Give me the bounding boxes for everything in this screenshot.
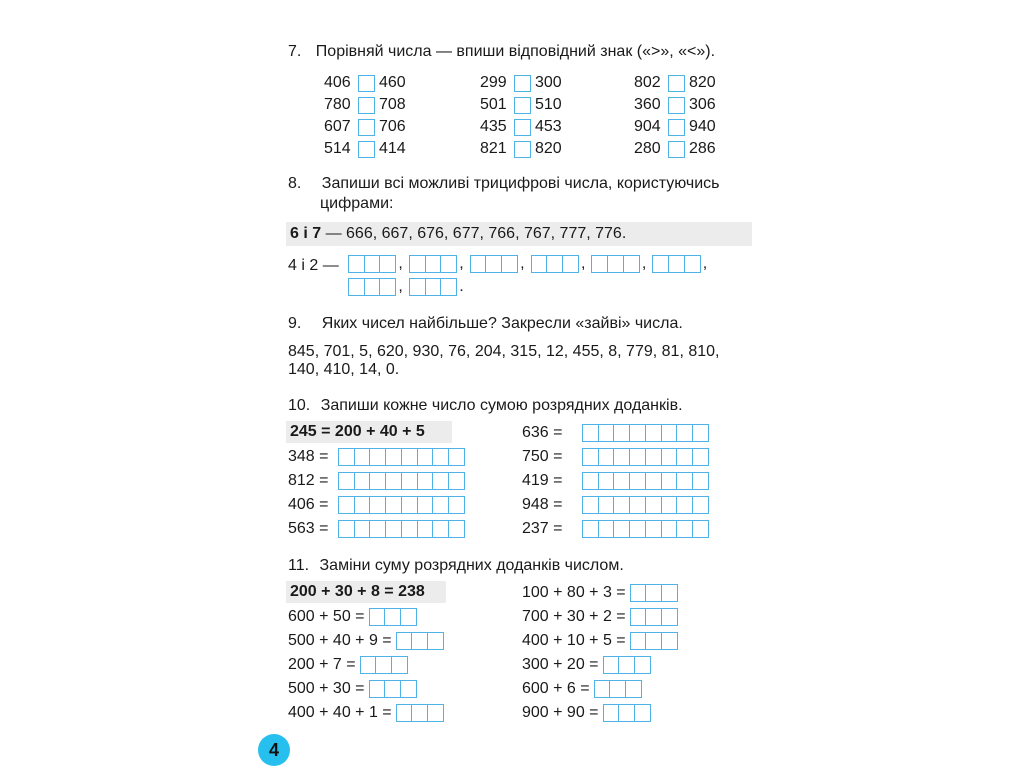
task-9-numbers-line-2: 140, 410, 14, 0. — [288, 361, 400, 378]
answer-cells[interactable] — [582, 496, 709, 514]
equation-label: 700 + 30 + 2 = — [522, 608, 626, 625]
task-8-example — [286, 222, 752, 246]
answer-cell[interactable] — [630, 584, 647, 602]
sign-box[interactable] — [668, 119, 685, 136]
answer-cells[interactable] — [582, 448, 709, 466]
answer-cell[interactable] — [432, 472, 449, 490]
left-number: 435 — [480, 118, 507, 135]
answer-cell[interactable] — [369, 472, 386, 490]
answer-cell[interactable] — [582, 496, 599, 514]
equation-label: 200 + 7 = — [288, 656, 356, 673]
right-number: 460 — [379, 74, 406, 91]
equation-row — [288, 605, 444, 629]
answer-cell[interactable] — [375, 656, 392, 674]
page-number-badge — [258, 734, 290, 766]
answer-cell[interactable] — [417, 520, 434, 538]
left-number: 780 — [324, 96, 351, 113]
answer-cell[interactable] — [630, 608, 647, 626]
answer-cell[interactable] — [485, 255, 502, 273]
answer-cell[interactable] — [546, 255, 563, 273]
task-8-prompt: 4 і 2 — — [288, 257, 339, 274]
answer-cell[interactable] — [354, 448, 371, 466]
answer-cell[interactable] — [448, 472, 465, 490]
task-11-title — [288, 556, 624, 576]
equation-label: 400 + 10 + 5 = — [522, 632, 626, 649]
answer-cell[interactable] — [676, 448, 693, 466]
equation-row — [522, 581, 678, 605]
sign-box[interactable] — [668, 97, 685, 114]
answer-cell[interactable] — [661, 448, 678, 466]
equation-row — [288, 701, 444, 725]
answer-cell[interactable] — [652, 255, 669, 273]
task-text: Яких чисел найбільше? Закресли «зайві» числа. — [321, 315, 683, 332]
task-text: Заміни суму розрядних доданків числом. — [319, 557, 624, 574]
answer-cell[interactable] — [369, 680, 386, 698]
answer-cells[interactable] — [630, 608, 678, 626]
equation-label: 948 = — [522, 496, 563, 513]
equation-row — [288, 629, 444, 653]
right-number: 300 — [535, 74, 562, 91]
answer-cells[interactable] — [630, 584, 678, 602]
answer-cells[interactable] — [591, 255, 639, 273]
comma: , — [459, 255, 464, 272]
equation-row — [288, 493, 465, 517]
answer-cell[interactable] — [661, 632, 678, 650]
answer-cell[interactable] — [661, 424, 678, 442]
answer-cells[interactable] — [582, 472, 709, 490]
answer-cell[interactable] — [531, 255, 548, 273]
right-number: 940 — [689, 118, 716, 135]
task-number: 10. — [288, 397, 311, 414]
equation-label: 500 + 30 = — [288, 680, 365, 697]
answer-cell[interactable] — [645, 520, 662, 538]
equation-label: 406 = — [288, 496, 329, 513]
equation-label: 237 = — [522, 520, 563, 537]
answer-cell[interactable] — [396, 632, 413, 650]
answer-cell[interactable] — [676, 472, 693, 490]
answer-cell[interactable] — [401, 496, 418, 514]
comparison-row — [324, 72, 406, 94]
equation-row — [522, 517, 709, 541]
answer-cell[interactable] — [396, 704, 413, 722]
answer-cell[interactable] — [385, 472, 402, 490]
answer-cell[interactable] — [629, 424, 646, 442]
task-8-title — [288, 174, 720, 194]
task-11-left-column — [288, 605, 444, 725]
left-number: 360 — [634, 96, 661, 113]
answer-cells[interactable] — [338, 448, 465, 466]
answer-cell[interactable] — [645, 448, 662, 466]
answer-cell[interactable] — [613, 448, 630, 466]
sign-box[interactable] — [358, 141, 375, 158]
answer-cell[interactable] — [603, 656, 620, 674]
example-bold: 6 і 7 — [290, 225, 322, 242]
left-number: 514 — [324, 140, 351, 157]
answer-cell[interactable] — [400, 608, 417, 626]
answer-cell[interactable] — [634, 656, 651, 674]
answer-cell[interactable] — [613, 520, 630, 538]
equation-label: 563 = — [288, 520, 329, 537]
answer-cells[interactable] — [360, 656, 408, 674]
equation-row — [522, 629, 678, 653]
answer-cell[interactable] — [661, 472, 678, 490]
answer-cell[interactable] — [676, 520, 693, 538]
answer-cell[interactable] — [354, 520, 371, 538]
comparison-row — [324, 138, 406, 160]
answer-cell[interactable] — [432, 496, 449, 514]
task-11-right-column — [522, 581, 678, 725]
equation-label: 600 + 6 = — [522, 680, 590, 697]
task-number: 7. — [288, 43, 302, 60]
left-number: 904 — [634, 118, 661, 135]
answer-cells[interactable] — [338, 496, 465, 514]
answer-cell[interactable] — [440, 278, 457, 296]
answer-cells[interactable] — [338, 520, 465, 538]
answer-cells[interactable] — [369, 608, 417, 626]
answer-cell[interactable] — [354, 472, 371, 490]
answer-cells[interactable] — [531, 255, 579, 273]
answer-cells[interactable] — [603, 656, 651, 674]
answer-cell[interactable] — [360, 656, 377, 674]
answer-cells[interactable] — [603, 704, 651, 722]
equation-row — [522, 701, 678, 725]
answer-cells[interactable] — [348, 278, 396, 296]
comma: , — [398, 278, 403, 295]
equation-label: 500 + 40 + 9 = — [288, 632, 392, 649]
task-9-numbers-line-1: 845, 701, 5, 620, 930, 76, 204, 315, 12, 455, 8, 779, 81, 810, — [288, 343, 720, 360]
answer-cell[interactable] — [645, 424, 662, 442]
answer-cell[interactable] — [448, 496, 465, 514]
answer-cell[interactable] — [411, 632, 428, 650]
answer-cell[interactable] — [385, 520, 402, 538]
comma: , — [398, 255, 403, 272]
sign-box[interactable] — [358, 97, 375, 114]
answer-cell[interactable] — [348, 278, 365, 296]
answer-cell[interactable] — [379, 255, 396, 273]
right-number: 706 — [379, 118, 406, 135]
answer-cell[interactable] — [432, 520, 449, 538]
answer-cell[interactable] — [598, 424, 615, 442]
answer-cell[interactable] — [582, 448, 599, 466]
answer-cells[interactable] — [348, 255, 396, 273]
answer-cell[interactable] — [618, 704, 635, 722]
answer-cell[interactable] — [411, 704, 428, 722]
left-number: 299 — [480, 74, 507, 91]
answer-cell[interactable] — [385, 496, 402, 514]
task-number: 9. — [288, 315, 302, 332]
answer-cell[interactable] — [440, 255, 457, 273]
right-number: 286 — [689, 140, 716, 157]
answer-cells[interactable] — [582, 520, 709, 538]
answer-cell[interactable] — [417, 472, 434, 490]
equation-row — [522, 469, 709, 493]
answer-cell[interactable] — [425, 278, 442, 296]
punctuation: , — [702, 255, 708, 272]
equation-row — [288, 677, 444, 701]
sign-box[interactable] — [668, 75, 685, 92]
equation-row — [522, 653, 678, 677]
answer-cell[interactable] — [425, 255, 442, 273]
answer-cell[interactable] — [384, 680, 401, 698]
answer-cell[interactable] — [594, 680, 611, 698]
equation-row — [522, 445, 709, 469]
answer-cell[interactable] — [692, 520, 709, 538]
answer-cell[interactable] — [401, 520, 418, 538]
answer-cells[interactable] — [652, 255, 700, 273]
equation-label: 100 + 80 + 3 = — [522, 584, 626, 601]
comparison-row — [480, 72, 562, 94]
left-number: 607 — [324, 118, 351, 135]
equation-label: 900 + 90 = — [522, 704, 599, 721]
answer-cell[interactable] — [668, 255, 685, 273]
left-number: 406 — [324, 74, 351, 91]
answer-cells[interactable] — [409, 278, 457, 296]
answer-cell[interactable] — [417, 448, 434, 466]
answer-cell[interactable] — [338, 520, 355, 538]
answer-cell[interactable] — [354, 496, 371, 514]
right-number: 708 — [379, 96, 406, 113]
answer-cell[interactable] — [645, 472, 662, 490]
comparison-row — [634, 138, 716, 160]
sign-box[interactable] — [514, 75, 531, 92]
answer-cell[interactable] — [385, 448, 402, 466]
equation-row — [288, 469, 465, 493]
answer-cell[interactable] — [603, 704, 620, 722]
answer-cell[interactable] — [582, 520, 599, 538]
answer-cell[interactable] — [634, 704, 651, 722]
answer-cell[interactable] — [598, 520, 615, 538]
answer-cell[interactable] — [645, 584, 662, 602]
sign-box[interactable] — [358, 119, 375, 136]
answer-cell[interactable] — [369, 520, 386, 538]
answer-cell[interactable] — [338, 496, 355, 514]
equation-label: 348 = — [288, 448, 329, 465]
answer-cell[interactable] — [448, 520, 465, 538]
task-text: Запиши кожне число сумою розрядних доданків. — [320, 397, 683, 414]
comparison-row — [480, 94, 562, 116]
equation-label: 636 = — [522, 424, 563, 441]
answer-cell[interactable] — [591, 255, 608, 273]
answer-cell[interactable] — [364, 255, 381, 273]
answer-cell[interactable] — [629, 448, 646, 466]
answer-cell[interactable] — [613, 472, 630, 490]
answer-cell[interactable] — [692, 424, 709, 442]
answer-cell[interactable] — [369, 448, 386, 466]
answer-cell[interactable] — [630, 632, 647, 650]
answer-cell[interactable] — [629, 520, 646, 538]
task-11-example: 200 + 30 + 8 = 238 — [286, 581, 446, 603]
answer-cell[interactable] — [598, 472, 615, 490]
task-8-answer-row-2 — [348, 277, 470, 297]
answer-cell[interactable] — [645, 632, 662, 650]
equation-label: 750 = — [522, 448, 563, 465]
sign-box[interactable] — [514, 97, 531, 114]
right-number: 453 — [535, 118, 562, 135]
answer-cells[interactable] — [582, 424, 709, 442]
sign-box[interactable] — [358, 75, 375, 92]
answer-cell[interactable] — [448, 448, 465, 466]
equation-row — [288, 653, 444, 677]
answer-cell[interactable] — [598, 496, 615, 514]
answer-cell[interactable] — [607, 255, 624, 273]
answer-cell[interactable] — [409, 278, 426, 296]
answer-cell[interactable] — [661, 520, 678, 538]
task-10-example: 245 = 200 + 40 + 5 — [286, 421, 452, 443]
equation-row — [522, 677, 678, 701]
comparison-row — [634, 72, 716, 94]
answer-cell[interactable] — [401, 472, 418, 490]
left-number: 821 — [480, 140, 507, 157]
equation-row — [522, 605, 678, 629]
example-rest: — 666, 667, 676, 677, 766, 767, 777, 776. — [321, 225, 627, 242]
answer-cell[interactable] — [692, 472, 709, 490]
answer-cell[interactable] — [582, 472, 599, 490]
equation-row — [288, 445, 465, 469]
answer-cell[interactable] — [409, 255, 426, 273]
answer-cell[interactable] — [417, 496, 434, 514]
answer-cell[interactable] — [661, 608, 678, 626]
answer-cell[interactable] — [692, 448, 709, 466]
answer-cell[interactable] — [684, 255, 701, 273]
answer-cell[interactable] — [369, 608, 386, 626]
task-7-title — [288, 42, 715, 62]
comma: , — [580, 255, 586, 272]
comma: , — [520, 255, 525, 272]
punctuation: . — [459, 278, 464, 295]
answer-cell[interactable] — [562, 255, 579, 273]
answer-cell[interactable] — [470, 255, 487, 273]
comparison-row — [634, 116, 716, 138]
answer-cells[interactable] — [630, 632, 678, 650]
answer-cell[interactable] — [676, 496, 693, 514]
task-10-right-column — [522, 421, 709, 541]
task-10-left-column — [288, 445, 465, 541]
answer-cell[interactable] — [661, 496, 678, 514]
right-number: 306 — [689, 96, 716, 113]
answer-cell[interactable] — [618, 656, 635, 674]
answer-cell[interactable] — [676, 424, 693, 442]
answer-cells[interactable] — [338, 472, 465, 490]
equation-label: 400 + 40 + 1 = — [288, 704, 392, 721]
answer-cell[interactable] — [338, 472, 355, 490]
answer-cells[interactable] — [396, 632, 444, 650]
answer-cells[interactable] — [396, 704, 444, 722]
left-number: 280 — [634, 140, 661, 157]
answer-cell[interactable] — [613, 424, 630, 442]
answer-cell[interactable] — [391, 656, 408, 674]
page-number: 4 — [268, 739, 279, 760]
right-number: 820 — [535, 140, 562, 157]
answer-cell[interactable] — [400, 680, 417, 698]
answer-cell[interactable] — [384, 608, 401, 626]
sign-box[interactable] — [668, 141, 685, 158]
right-number: 414 — [379, 140, 406, 157]
answer-cell[interactable] — [348, 255, 365, 273]
answer-cells[interactable] — [470, 255, 518, 273]
task-number: 8. — [288, 175, 302, 192]
comparison-row — [324, 116, 406, 138]
answer-cell[interactable] — [364, 278, 381, 296]
task-9-title — [288, 314, 683, 334]
answer-cell[interactable] — [369, 496, 386, 514]
answer-cell[interactable] — [401, 448, 418, 466]
answer-cell[interactable] — [623, 255, 640, 273]
answer-cell[interactable] — [598, 448, 615, 466]
answer-cell[interactable] — [501, 255, 518, 273]
task-8-answer-row-1 — [348, 254, 713, 274]
sign-box[interactable] — [514, 119, 531, 136]
answer-cell[interactable] — [629, 472, 646, 490]
answer-cell[interactable] — [645, 496, 662, 514]
task-10-title — [288, 396, 683, 416]
task-number: 11. — [288, 557, 310, 574]
right-number: 820 — [689, 74, 716, 91]
equation-label: 300 + 20 = — [522, 656, 599, 673]
answer-cells[interactable] — [369, 680, 417, 698]
answer-cell[interactable] — [427, 704, 444, 722]
answer-cell[interactable] — [661, 584, 678, 602]
answer-cell[interactable] — [379, 278, 396, 296]
answer-cell[interactable] — [582, 424, 599, 442]
comma: , — [641, 255, 647, 272]
equation-row — [522, 421, 709, 445]
comparison-row — [324, 94, 406, 116]
task-text: Порівняй числа — впиши відповідний знак («>», «<»). — [315, 43, 716, 60]
answer-cell[interactable] — [427, 632, 444, 650]
comparison-row — [634, 94, 716, 116]
equation-label: 419 = — [522, 472, 563, 489]
answer-cells[interactable] — [594, 680, 642, 698]
answer-cell[interactable] — [625, 680, 642, 698]
task-8-title-line2: цифрами: — [320, 195, 394, 212]
left-number: 802 — [634, 74, 661, 91]
answer-cell[interactable] — [692, 496, 709, 514]
equation-row — [522, 493, 709, 517]
equation-row — [288, 517, 465, 541]
sign-box[interactable] — [514, 141, 531, 158]
answer-cell[interactable] — [645, 608, 662, 626]
answer-cell[interactable] — [432, 448, 449, 466]
comparison-row — [480, 138, 562, 160]
answer-cells[interactable] — [409, 255, 457, 273]
task-text: Запиши всі можливі трицифрові числа, користуючись — [321, 175, 720, 192]
equation-label: 812 = — [288, 472, 329, 489]
left-number: 501 — [480, 96, 507, 113]
answer-cell[interactable] — [613, 496, 630, 514]
comparison-row — [480, 116, 562, 138]
right-number: 510 — [535, 96, 562, 113]
answer-cell[interactable] — [338, 448, 355, 466]
answer-cell[interactable] — [609, 680, 626, 698]
equation-label: 600 + 50 = — [288, 608, 365, 625]
answer-cell[interactable] — [629, 496, 646, 514]
